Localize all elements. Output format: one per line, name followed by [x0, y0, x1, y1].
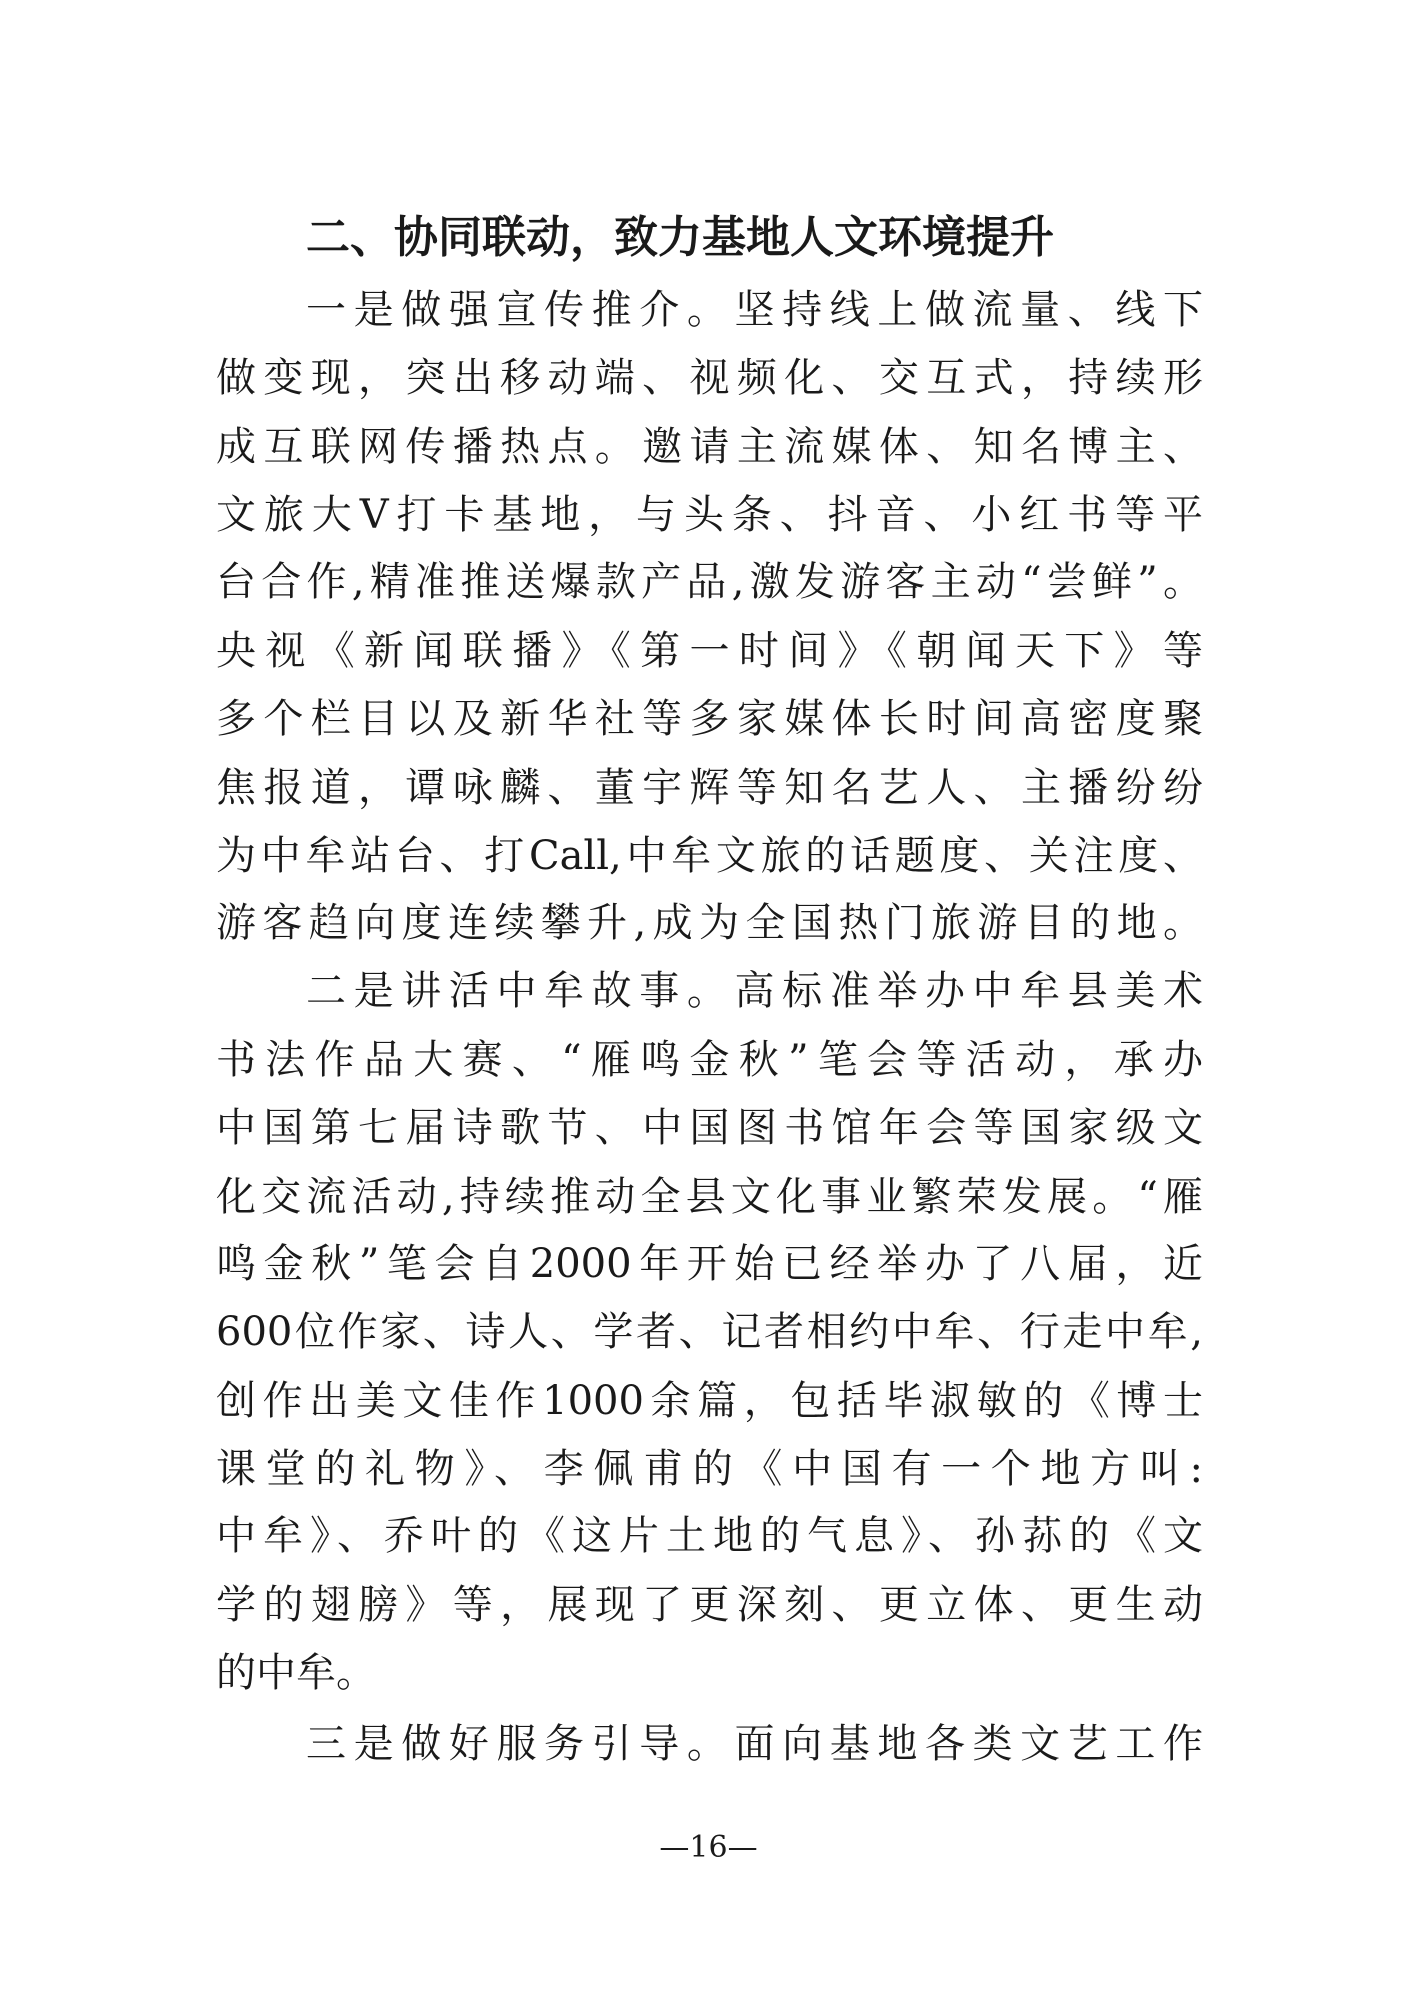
paragraph-2-line: 学的翅膀》等，展现了更深刻、更立体、更生动	[216, 1582, 1203, 1628]
paragraph-2-line: 二是讲活中牟故事。高标准举办中牟县美术	[306, 968, 1203, 1014]
paragraph-1-line: 为中牟站台、打Call,中牟文旅的话题度、关注度、	[216, 833, 1203, 879]
paragraph-2-line: 鸣金秋”笔会自2000年开始已经举办了八届，近	[216, 1241, 1203, 1287]
paragraph-1-line: 多个栏目以及新华社等多家媒体长时间高密度聚	[216, 696, 1203, 742]
paragraph-2-line: 600位作家、诗人、学者、记者相约中牟、行走中牟,	[216, 1309, 1203, 1355]
paragraph-1-line: 央视《新闻联播》《第一时间》《朝闻天下》等	[216, 628, 1203, 674]
paragraph-1-line: 做变现，突出移动端、视频化、交互式，持续形	[216, 355, 1203, 401]
paragraph-3-line: 三是做好服务引导。面向基地各类文艺工作	[306, 1721, 1203, 1767]
paragraph-2-line: 化交流活动,持续推动全县文化事业繁荣发展。“雁	[216, 1174, 1203, 1220]
paragraph-1-line: 文旅大V打卡基地，与头条、抖音、小红书等平	[216, 492, 1203, 538]
paragraph-2-line: 书法作品大赛、“雁鸣金秋”笔会等活动，承办	[216, 1037, 1203, 1083]
paragraph-1-line: 游客趋向度连续攀升,成为全国热门旅游目的地。	[216, 900, 1203, 946]
page-number: —16—	[659, 1830, 758, 1865]
paragraph-2-line: 课堂的礼物》、李佩甫的《中国有一个地方叫:	[216, 1446, 1203, 1492]
paragraph-2-line: 中牟》、乔叶的《这片土地的气息》、孙荪的《文	[216, 1513, 1203, 1559]
paragraph-1-line: 成互联网传播热点。邀请主流媒体、知名博主、	[216, 424, 1203, 470]
paragraph-1-line: 台合作,精准推送爆款产品,激发游客主动“尝鲜”。	[216, 559, 1203, 605]
paragraph-2-line: 创作出美文佳作1000余篇，包括毕淑敏的《博士	[216, 1378, 1203, 1424]
paragraph-2-line: 中国第七届诗歌节、中国图书馆年会等国家级文	[216, 1105, 1203, 1151]
paragraph-1-line: 焦报道，谭咏麟、董宇辉等知名艺人、主播纷纷	[216, 765, 1203, 811]
section-heading: 二、协同联动，致力基地人文环境提升	[306, 212, 1054, 263]
paragraph-1-line: 一是做强宣传推介。坚持线上做流量、线下	[306, 287, 1203, 333]
paragraph-2-line: 的中牟。	[216, 1650, 376, 1696]
